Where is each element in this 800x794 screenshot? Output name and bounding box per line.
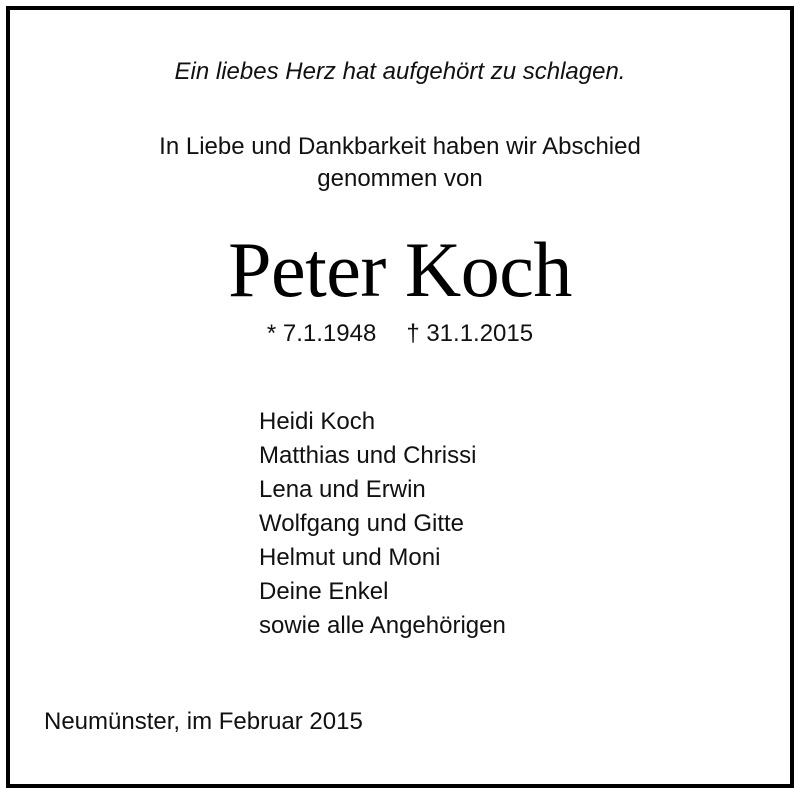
life-dates bbox=[10, 318, 790, 350]
obituary-notice bbox=[6, 6, 794, 788]
motto: Ein liebes Herz hat aufgehört zu schlagen. bbox=[174, 58, 626, 85]
place-and-date: Neumünster, im Februar 2015 bbox=[44, 708, 363, 735]
death-date: † 31.1.2015 bbox=[406, 320, 534, 347]
mourner-name: Lena und Erwin bbox=[259, 476, 426, 503]
mourners-list bbox=[259, 405, 506, 643]
mourner-name: Heidi Koch bbox=[259, 408, 376, 435]
deceased-name: Peter Koch bbox=[228, 226, 572, 313]
birth-date: * 7.1.1948 bbox=[266, 320, 377, 347]
mourner-name: Matthias und Chrissi bbox=[259, 442, 477, 469]
intro-line-2: genommen von bbox=[317, 165, 483, 192]
intro-text bbox=[10, 131, 790, 195]
mourner-name: sowie alle Angehörigen bbox=[259, 612, 506, 639]
mourner-name: Deine Enkel bbox=[259, 578, 389, 605]
mourner-name: Helmut und Moni bbox=[259, 544, 441, 571]
intro-line-1: In Liebe und Dankbarkeit haben wir Abschied bbox=[159, 133, 641, 160]
mourner-name: Wolfgang und Gitte bbox=[259, 510, 465, 537]
